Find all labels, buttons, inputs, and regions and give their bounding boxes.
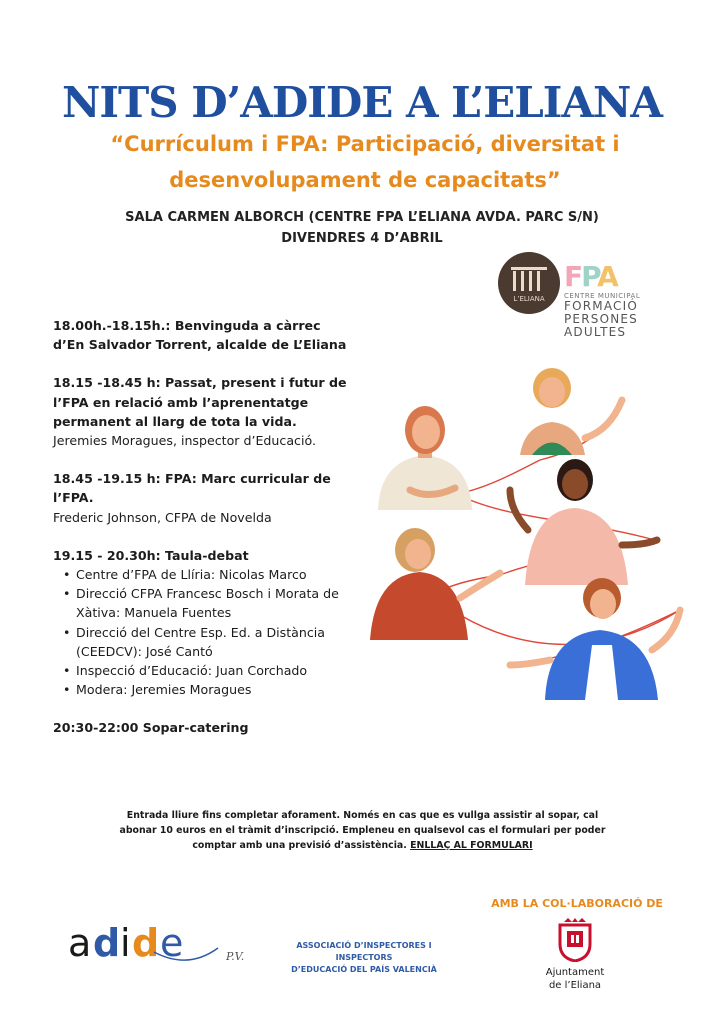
program-item [53,718,353,737]
program-item-2-speaker: Jeremies Moragues, inspector d’Educació. [53,433,316,449]
svg-text:a: a [68,921,91,965]
subtitle-line-1: “Currículum i FPA: Participació, diversitat i [110,132,620,156]
subtitle-line-2: desenvolupament de capacitats” [169,168,561,192]
person-4 [370,528,500,640]
venue-address: SALA CARMEN ALBORCH (CENTRE FPA L’ELIANA AVDA. PARC S/N) [125,210,599,225]
person-5 [510,578,680,700]
collaboration-label: AMB LA COL·LABORACIÓ DE [491,897,663,910]
adide-name-line-1: ASSOCIACIÓ D’INSPECTORES I INSPECTORS [296,941,432,962]
ajuntament-name [530,966,620,992]
fpa-logo [564,262,644,339]
fpa-line-1: FORMACIÓ [564,299,639,313]
panel-member: • Direcció del Centre Esp. Ed. a Distància (CEEDCV): José Cantó [53,623,353,661]
fpa-line-2: PERSONES [564,312,638,326]
ajuntament-shield-icon [556,916,594,962]
eliana-logo [498,252,560,314]
registration-note [110,808,615,853]
program-item-4-title: 19.15 - 20.30h: Taula-debat [53,547,249,563]
event-subtitle [80,126,650,198]
program-item-3-title: 18.45 -19.15 h: FPA: Marc curricular de l’FPA. [53,471,331,506]
program-item [53,469,353,527]
adide-full-name [272,940,456,976]
program-item-2-title: 18.15 -18.45 h: Passat, present i futur de l’FPA en relació amb l’aprenentatge permanent al llarg de tota la vida. [53,375,347,429]
svg-text:d: d [132,921,160,965]
venue-info [0,207,724,249]
people-connected-illustration [360,360,700,700]
program-item [53,373,353,450]
panel-member: • Inspecció d’Educació: Juan Corchado [53,661,353,680]
ajuntament-line-1: Ajuntament [545,967,605,978]
person-2 [520,368,622,455]
building-icon [509,263,549,293]
panel-list [53,565,353,699]
program [53,316,353,757]
svg-text:d: d [93,921,121,965]
person-3 [510,459,657,585]
program-item [53,316,353,354]
registration-text: Entrada lliure fins completar aforament. Només en cas que es vullga assistir al sopar, cal abonar 10 euros en el tràmit d’inscripció. Empleneu en qualsevol cas el formulari per poder comptar amb una previsió d’assistència. [119,810,606,851]
person-1 [378,406,472,510]
panel-member: • Centre d’FPA de Llíria: Nicolas Marco [53,565,353,584]
event-title: NITS D’ADIDE A L’ELIANA [61,78,663,127]
program-item [53,546,353,700]
svg-text:i: i [120,921,131,965]
eliana-logo-caption: L’ELIANA [513,295,545,303]
registration-form-link[interactable]: ENLLAÇ AL FORMULARI [410,840,533,851]
fpa-centre-label: CENTRE MUNICIPAL [564,292,641,300]
adide-logo [68,912,258,972]
adide-name-line-2: D’EDUCACIÓ DEL PAÍS VALENCIÀ [291,965,437,974]
program-item-5: 20:30-22:00 Sopar-catering [53,720,249,736]
program-item-3-speaker: Frederic Johnson, CFPA de Novelda [53,509,272,525]
ajuntament-line-2: de l’Eliana [548,980,602,991]
fpa-mark: FPA [564,260,617,293]
program-item-1: 18.00h.-18.15h.: Benvinguda a càrrec d’En Salvador Torrent, alcalde de L’Eliana [53,318,347,353]
svg-text:e: e [160,921,184,965]
adide-pv: P.V. [226,950,245,963]
panel-member: • Modera: Jeremies Moragues [53,680,353,699]
event-date: DIVENDRES 4 D’ABRIL [281,231,443,246]
fpa-line-3: ADULTES [564,325,627,339]
panel-member: • Direcció CFPA Francesc Bosch i Morata de Xàtiva: Manuela Fuentes [53,584,353,622]
